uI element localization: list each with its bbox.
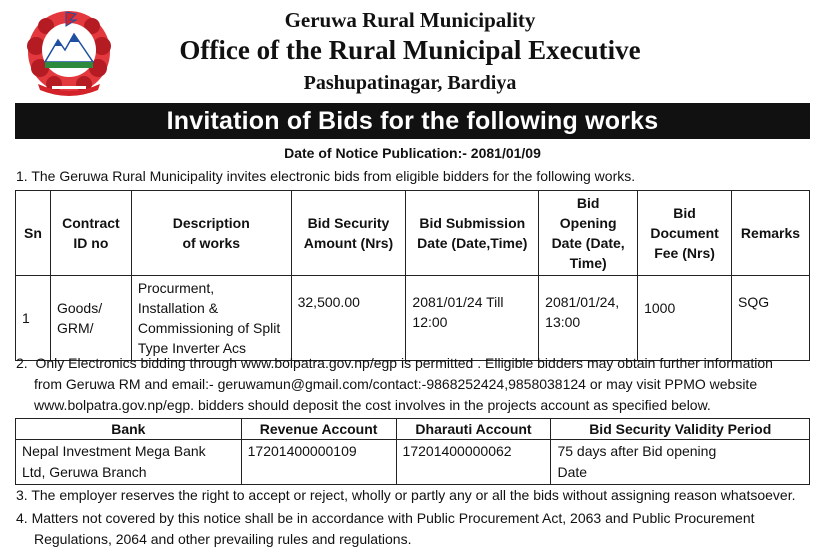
- header-bid-submission: Bid Submission Date (Date,Time): [406, 191, 539, 276]
- paragraph-4-line-2: Regulations, 2064 and other prevailing rules and regulations.: [34, 531, 412, 547]
- header-bank: Bank: [16, 419, 242, 440]
- works-table-header-row: [16, 191, 810, 276]
- paragraph-2-line-1: 2. Only Electronics bidding through www.bolpatra.gov.np/egp is permitted . Elligible bidders may obtain further information: [16, 355, 773, 371]
- cell-document-fee: 1000: [638, 276, 732, 361]
- header-bid-security: Bid Security Amount (Nrs): [291, 191, 406, 276]
- cell-description: Procurment, Installation & Commissioning of Split Type Inverter Acs: [131, 276, 291, 361]
- office-name: Office of the Rural Municipal Executive: [179, 35, 641, 65]
- header-document-fee: Bid Document Fee (Nrs): [638, 191, 732, 276]
- cell-bid-security: 32,500.00: [291, 276, 406, 361]
- paragraph-1: 1. The Geruwa Rural Municipality invites electronic bids from eligible bidders for the following works.: [16, 168, 636, 184]
- paragraph-2-line-3: www.bolpatra.gov.np/egp. bidders should deposit the cost involves in the projects account as specified below.: [34, 397, 711, 413]
- paragraph-4-line-1: 4. Matters not covered by this notice shall be in accordance with Public Procurement Act, 2063 and Public Procurement: [16, 510, 755, 526]
- office-location: Pashupatinagar, Bardiya: [303, 72, 517, 94]
- header-bid-opening: Bid Opening Date (Date, Time): [539, 191, 638, 276]
- bank-table: [15, 418, 810, 485]
- cell-revenue-account: 17201400000109: [241, 440, 396, 485]
- cell-remarks: SQG: [732, 276, 810, 361]
- cell-dharauti-account: 17201400000062: [396, 440, 551, 485]
- notice-publication-date: Date of Notice Publication:- 2081/01/09: [284, 145, 541, 161]
- table-row: [16, 276, 810, 361]
- paragraph-4: [16, 508, 809, 550]
- table-row: [16, 440, 810, 485]
- cell-contract-id: Goods/ GRM/: [50, 276, 131, 361]
- header-validity-period: Bid Security Validity Period: [551, 419, 810, 440]
- header-revenue-account: Revenue Account: [241, 419, 396, 440]
- nepal-emblem-icon: [18, 6, 120, 98]
- cell-validity-period: 75 days after Bid opening Date: [551, 440, 810, 485]
- municipality-name: Geruwa Rural Municipality: [284, 8, 536, 32]
- cell-sn: 1: [16, 276, 51, 361]
- notice-banner-title: Invitation of Bids for the following works: [15, 103, 810, 139]
- paragraph-2-line-2: from Geruwa RM and email:- geruwamun@gmail.com/contact:-9868252424,9858038124 or may visit PPMO website: [34, 376, 758, 392]
- header-sn: Sn: [16, 191, 51, 276]
- notice-header: [0, 0, 825, 104]
- cell-bid-opening: 2081/01/24, 13:00: [539, 276, 638, 361]
- header-description: Description of works: [131, 191, 291, 276]
- bank-table-header-row: [16, 419, 810, 440]
- header-remarks: Remarks: [732, 191, 810, 276]
- paragraph-2: [16, 353, 808, 416]
- cell-bank: Nepal Investment Mega Bank Ltd, Geruwa Branch: [16, 440, 242, 485]
- cell-bid-submission: 2081/01/24 Till 12:00: [406, 276, 539, 361]
- paragraph-3: 3. The employer reserves the right to accept or reject, wholly or partly any or all the bids without assigning reason whatsoever.: [16, 487, 796, 503]
- header-dharauti-account: Dharauti Account: [396, 419, 551, 440]
- works-table: [15, 190, 810, 361]
- header-contract-id: Contract ID no: [50, 191, 131, 276]
